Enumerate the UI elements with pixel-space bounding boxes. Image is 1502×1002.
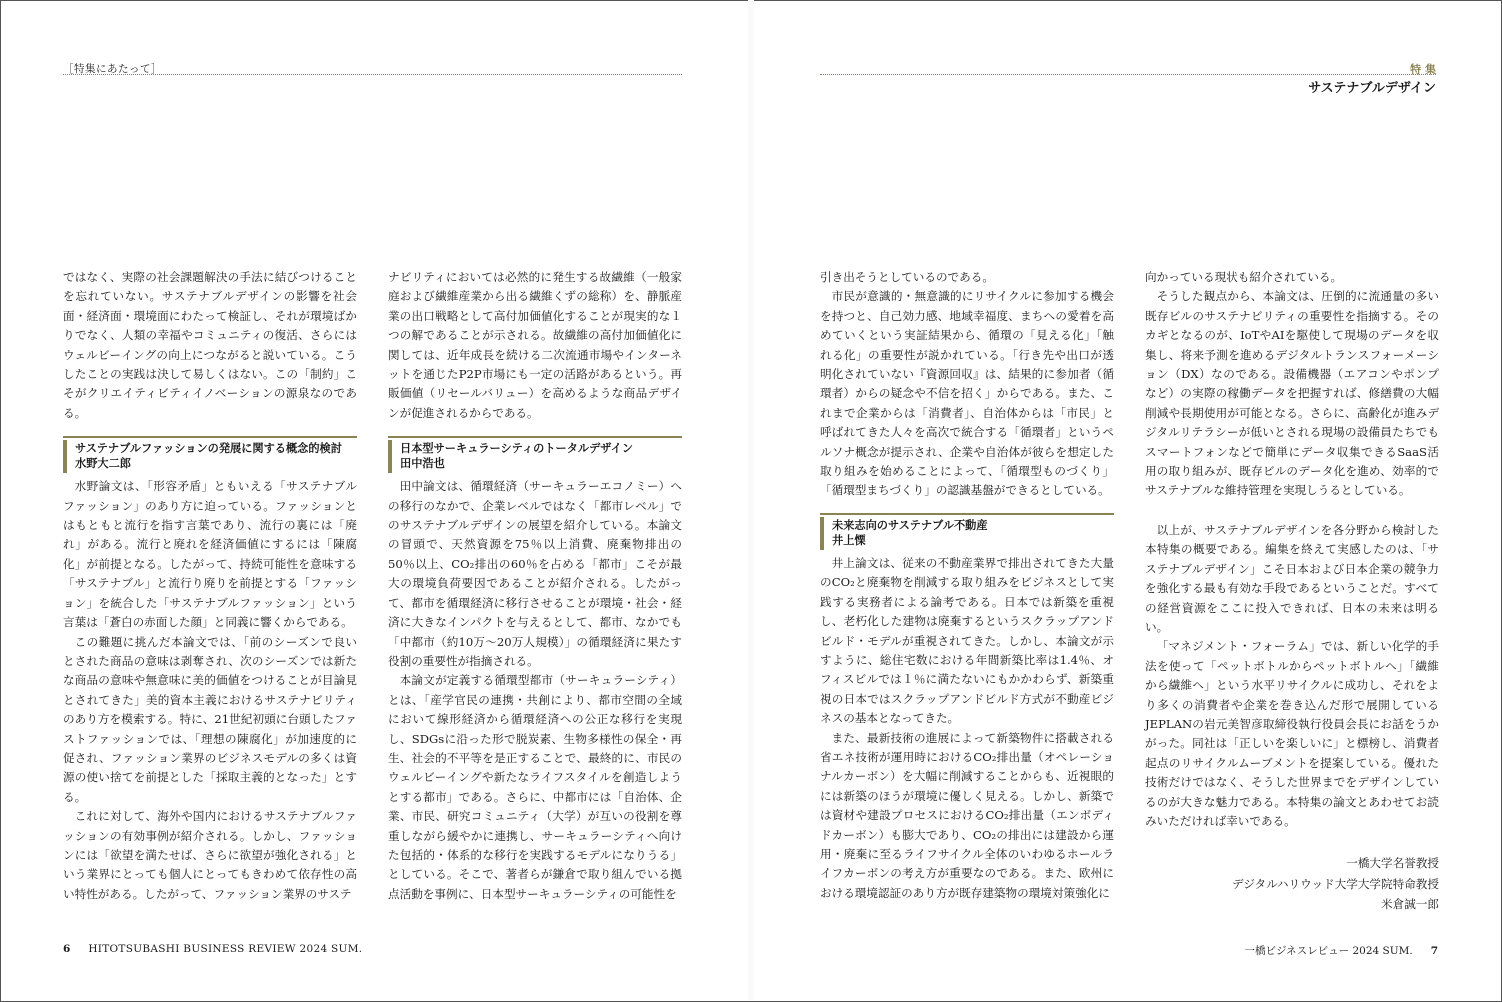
section-author: 田中浩也: [400, 457, 445, 471]
spread-gutter: [748, 0, 754, 1000]
page-number-left: 6: [63, 943, 71, 955]
paragraph: 本論文が定義する循環型都市（サーキュラーシティ）とは、「産学官民の連携・共創により、都市空間の全域において線形経済から循環経済への公正な移行を実現し、SDGsに沿った形で脱炭素、生物多様性の保全・再生、社会的不平等を是正することで、最終的に、市民のウェルビーイングや新たなライフスタイルを創造しようとする都市」である。さらに、中都市には「自治体、企業、市民、研究コミュニティ（大学）が互いの役割を尊重しながら緩やかに連携し、サーキュラーシティへ向けた包括的・体系的な移行を実践するモデルになりうる」としている。そこで、著者らが鎌倉で取り組んでいる拠点活動を事例に、日本型サーキュラーシティの可能性を: [388, 673, 682, 901]
section-title: サステナブルファッションの発展に関する概念的検討: [75, 442, 342, 456]
section-author: 井上慄: [832, 533, 866, 547]
section-author: 水野大二郎: [75, 457, 131, 471]
section-title: 日本型サーキュラーシティのトータルデザイン: [400, 442, 634, 456]
text-column-3: [820, 268, 1114, 903]
signature-affiliation-1: 一橋大学名誉教授: [1346, 856, 1439, 871]
paragraph: 「マネジメント・フォーラム」では、新しい化学的手法を使って「ペットボトルからペットボトルへ」「繊維から繊維へ」という水平リサイクルに成功し、それをより多くの消費者や企業を巻き込んだ形で展開しているJEPLANの岩元美智彦取締役執行役員会長にお話をうかがった。同社は「正しいを楽しいに」と標榜し、消費者起点のリサイクルムーブメントを提案している。優れた技術だけではなく、そうした世界までをデザインしているのが大きな魅力である。本特集の論文とあわせてお読みいただければ幸いである。: [1145, 639, 1439, 828]
text-column-1: [63, 268, 357, 904]
paragraph: 以上が、サステナブルデザインを各分野から検討した本特集の概要である。編集を終えて実感したのは、「サステナブルデザイン」こそ日本および日本企業の競争力を強化する最も有効な手段であるということだ。すべての経営資源をここに投入できれば、日本の未来は明るい。: [1145, 522, 1439, 634]
paragraph-gap: [1145, 501, 1439, 521]
section-heading: [63, 440, 357, 473]
journal-title-right: 一橋ビジネスレビュー 2024 SUM.: [1244, 945, 1413, 957]
section-heading: [388, 440, 682, 473]
header-rule-left: [63, 74, 682, 75]
signature-affiliation-2: デジタルハリウッド大学大学院特命教授: [1232, 876, 1439, 891]
journal-title-left: HITOTSUBASHI BUSINESS REVIEW 2024 SUM.: [88, 943, 363, 955]
paragraph: この難題に挑んだ本論文では、「前のシーズンで良いとされた商品の意味は剥奪され、次のシーズンでは新たな商品の意味や無意味に美的価値をつけることが目論見とされてきた」美的資本主義におけるサステナビリティのあり方を模索する。特に、21世紀初頭に台頭したファストファッションでは、「理想の陳腐化」が加速度的に促され、ファッション業界のビジネスモデルの多くは資源の使い捨てを前提とした「採取主義的となった」とする。: [63, 634, 357, 804]
text-column-4: [1145, 268, 1439, 915]
paragraph: ナビリティにおいては必然的に発生する故繊維（一般家庭および繊維産業から出る繊維くずの総称）を、静脈産業の出口戦略として高付加価値化することが現実的な１つの解であることが示される。故繊維の高付加価値化に関しては、近年成長を続ける二次流通市場やインターネットを通じたP2P市場にも一定の活路があるという。再販価値（リセールバリュー）を高めるような商品デザインが促進されるからである。: [388, 270, 682, 420]
feature-title: サステナブルデザイン: [1308, 81, 1436, 96]
paragraph: 引き出そうとしているのである。: [820, 270, 994, 284]
paragraph: 水野論文は、「形容矛盾」ともいえる「サステナブルファッション」のあり方に迫っている。ファッションとはもともと流行を指す言葉であり、流行の裏には「廃れ」がある。流行と廃れを経済価値にするには「陳腐化」が前提となる。したがって、持続可能性を意味する「サステナブル」と流行り廃りを前提とする「ファッション」を統合した「サステナブルファッション」という言葉は「蒼白の赤面した顔」と同義に響くからである。: [63, 479, 357, 630]
footer-right: [1244, 943, 1438, 958]
section-heading: [820, 517, 1114, 550]
feature-label: 特 集: [1410, 63, 1436, 76]
signature-name: 米倉誠一郎: [1381, 897, 1439, 912]
paragraph: そうした観点から、本論文は、圧倒的に流通量の多い既存ビルのサステナビリティの重要性を指摘する。そのカギとなるのが、IoTやAIを駆使して現場のデータを収集し、将来予測を進めるデジタルトランスフォーメーション（DX）なのである。設備機器（エアコンやポンプなど）の実際の稼働データを把握すれば、修繕費の大幅削減や長期使用が可能となる。さらに、高齢化が進みデジタルリテラシーが低いとされる現場の設備員たちでもスマートフォンなどで簡単にデータ収集できるSaaS活用の取り組みが、既存ビルのデータ化を進め、効率的でサステナブルな維持管理を実現しうるとしている。: [1145, 289, 1439, 498]
paragraph: 市民が意識的・無意識的にリサイクルに参加する機会を持つと、自己効力感、地域幸福度、まちへの愛着を高めていくという実証結果から、循環の「見える化」「触れる化」の重要性が説かれている。「行き先や出口が透明化されていない『資源回収』は、結果的に参加者（循環者）からの疑念や不信を招く」からである。また、これまで企業からは「消費者」、自治体からは「市民」と呼ばれてきた人々を高次で統合する「循環者」というペルソナ概念が提示され、企業や自治体が彼らを想定した取り組みを始めることによって、「循環型ものづくり」「循環型まちづくり」の認識基盤ができるとしている。: [820, 289, 1114, 498]
paragraph: ではなく、実際の社会課題解決の手法に結びつけることを忘れていない。サステナブルデザインの影響を社会面・経済面・環境面にわたって検証し、それが環境ばかりでなく、人類の幸福やコミュニティの復活、さらにはウェルビーイングの向上につながると説いている。こうしたことの実践は決して易しくはない。この「制約」こそがクリエイティビティイノベーションの源泉なのである。: [63, 270, 357, 420]
paragraph: 井上論文は、従来の不動産業界で排出されてきた大量のCO₂と廃棄物を削減する取り組みをビジネスとして実践する実務者による論考である。日本では新築を重視し、老朽化した建物は廃棄するというスクラップアンドビルド・モデルが重視されてきた。しかし、本論文が示すように、総住宅数における年間新築比率は1.4％、オフィスビルでは１％に満たないにもかかわらず、新築重視の日本ではスクラップアンドビルド方式が不動産ビジネスの基本となってきた。: [820, 555, 1114, 726]
section-title: 未来志向のサステナブル不動産: [832, 518, 988, 532]
author-signature: [1145, 853, 1439, 915]
text-column-2: [388, 268, 682, 904]
paragraph: これに対して、海外や国内におけるサステナブルファッションの有効事例が紹介される。しかし、ファッションには「欲望を満たせば、さらに欲望が強化される」という業界にとっても個人にとってもきわめて依存性の高い特性がある。したがって、ファッション業界のサステ: [63, 809, 357, 901]
page-number-right: 7: [1430, 945, 1438, 957]
paragraph: また、最新技術の進展によって新築物件に搭載される省エネ技術が運用時におけるCO₂排出量（オペレーショナルカーボン）を大幅に削減することからも、近視眼的には新築のほうが環境に優しく見える。しかし、新築では資材や建設プロセスにおけるCO₂排出量（エンボディドカーボン）も膨大であり、CO₂の排出には建設から運用・廃棄に至るライフサイクル全体のいわゆるホールライフカーボンの考え方が重要なのである。また、欧州における環境認証のあり方が既存建築物の環境対策強化に: [820, 730, 1114, 900]
paragraph: 田中論文は、循環経済（サーキュラーエコノミー）への移行のなかで、企業レベルではなく「都市レベル」でのサステナブルデザインの展望を紹介している。本論文の冒頭で、天然資源を75％以上消費、廃棄物排出の50％以上、CO₂排出の60％を占める「都市」こそが最大の環境負荷要因であることが紹介される。したがって、都市を循環経済に移行させることが環境・社会・経済に大きなインパクトを与えるとして、都市、なかでも「中都市（約10万～20万人規模）」の循環経済に果たす役割の重要性が指摘される。: [388, 479, 682, 668]
paragraph: 向かっている現状も紹介されている。: [1145, 270, 1343, 284]
header-rule-right: [820, 74, 1436, 75]
footer-left: [63, 943, 362, 955]
section-label: ［特集にあたって］: [63, 63, 162, 75]
